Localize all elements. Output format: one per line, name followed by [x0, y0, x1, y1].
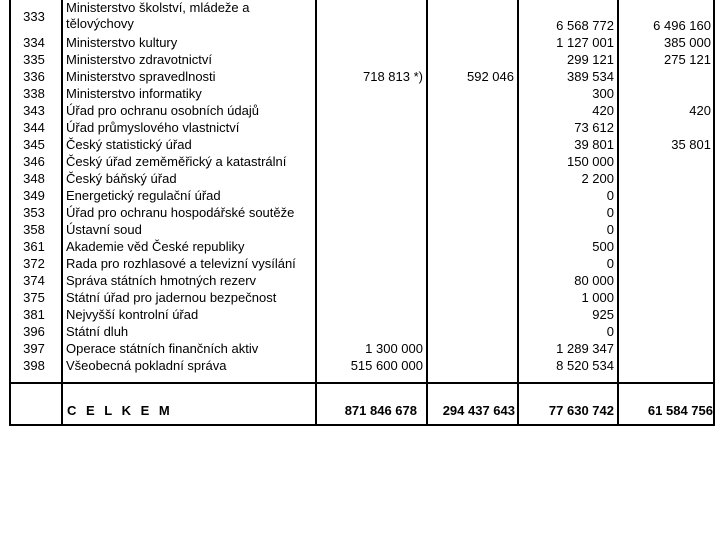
row-value-3: 80 000 — [574, 273, 614, 288]
row-value-3: 0 — [606, 256, 614, 271]
table-row — [9, 323, 715, 340]
row-name: Energetický regulační úřad — [66, 188, 221, 203]
row-value-4: 275 121 — [664, 52, 711, 67]
row-name: Operace státních finančních aktiv — [66, 341, 259, 356]
row-name: Ústavní soud — [66, 222, 142, 237]
row-code: 345 — [23, 137, 45, 152]
row-code: 343 — [23, 103, 45, 118]
row-name: Ministerstvo informatiky — [66, 86, 202, 101]
row-name: Státní dluh — [66, 324, 129, 339]
row-code: 398 — [23, 358, 45, 373]
row-value-3: 299 121 — [567, 52, 614, 67]
total-value-3: 77 630 742 — [548, 403, 614, 418]
row-name: Nejvyšší kontrolní úřad — [66, 307, 199, 322]
row-name: Úřad pro ochranu osobních údajů — [66, 103, 259, 118]
row-value-3: 1 000 — [581, 290, 614, 305]
row-code: 348 — [23, 171, 45, 186]
row-name: Správa státních hmotných rezerv — [66, 273, 257, 288]
row-code: 361 — [23, 239, 45, 254]
row-code: 333 — [23, 9, 45, 24]
row-code: 335 — [23, 52, 45, 67]
table-row — [9, 0, 715, 34]
row-value-3: 420 — [592, 103, 614, 118]
row-value-3: 0 — [606, 205, 614, 220]
table-row — [9, 306, 715, 323]
table-row — [9, 272, 715, 289]
row-code: 372 — [23, 256, 45, 271]
row-value-3: 500 — [592, 239, 614, 254]
row-code: 353 — [23, 205, 45, 220]
total-value-2: 294 437 643 — [442, 403, 515, 418]
row-value-4: 420 — [689, 103, 711, 118]
row-name: Český úřad zeměměřický a katastrální — [66, 154, 287, 169]
row-code: 396 — [23, 324, 45, 339]
table-row — [9, 255, 715, 272]
row-code: 374 — [23, 273, 45, 288]
row-value-3: 1 127 001 — [556, 35, 614, 50]
row-value-3: 0 — [606, 324, 614, 339]
row-value-1: 1 300 000 — [365, 341, 423, 356]
row-code: 358 — [23, 222, 45, 237]
row-code: 344 — [23, 120, 45, 135]
row-name: Ministerstvo zdravotnictví — [66, 52, 212, 67]
table-row — [9, 102, 715, 119]
table-row — [9, 204, 715, 221]
row-name: Všeobecná pokladní správa — [66, 358, 227, 373]
table-row — [9, 289, 715, 306]
table-row — [9, 68, 715, 85]
row-value-4: 35 801 — [671, 137, 711, 152]
budget-table — [9, 0, 715, 426]
row-name: Český statistický úřad — [66, 137, 192, 152]
row-code: 338 — [23, 86, 45, 101]
table-row — [9, 85, 715, 102]
table-row — [9, 119, 715, 136]
row-value-1: 718 813 *) — [363, 69, 423, 84]
row-code: 381 — [23, 307, 45, 322]
row-name: Rada pro rozhlasové a televizní vysílání — [66, 256, 296, 271]
row-value-3: 8 520 534 — [556, 358, 614, 373]
row-value-4: 6 496 160 — [653, 18, 711, 33]
row-name: Ministerstvo spravedlnosti — [66, 69, 216, 84]
row-value-2: 592 046 — [467, 69, 514, 84]
row-value-3: 2 200 — [581, 171, 614, 186]
table-row — [9, 357, 715, 374]
row-name: Český báňský úřad — [66, 171, 177, 186]
row-name: Úřad průmyslového vlastnictví — [66, 120, 240, 135]
table-row — [9, 153, 715, 170]
row-name: Ministerstvo školství, mládeže a tělovýchovy — [66, 0, 250, 31]
row-name: Akademie věd České republiky — [66, 239, 245, 254]
row-code: 349 — [23, 188, 45, 203]
row-value-1: 515 600 000 — [350, 358, 423, 373]
table-row — [9, 340, 715, 357]
total-label: C E L K E M — [67, 403, 173, 418]
row-value-4: 385 000 — [664, 35, 711, 50]
row-value-3: 0 — [606, 222, 614, 237]
row-value-3: 39 801 — [574, 137, 614, 152]
table-row — [9, 170, 715, 187]
row-code: 375 — [23, 290, 45, 305]
row-code: 334 — [23, 35, 45, 50]
row-code: 336 — [23, 69, 45, 84]
table-row — [9, 51, 715, 68]
row-value-3: 300 — [592, 86, 614, 101]
row-name: Úřad pro ochranu hospodářské soutěže — [66, 205, 295, 220]
table-row — [9, 187, 715, 204]
table-row — [9, 34, 715, 51]
row-value-3: 0 — [606, 188, 614, 203]
grid-line — [9, 424, 715, 426]
total-value-1: 871 846 678 — [344, 403, 417, 418]
row-name: Státní úřad pro jadernou bezpečnost — [66, 290, 277, 305]
row-value-3: 389 534 — [567, 69, 614, 84]
table-row — [9, 221, 715, 238]
total-value-4: 61 584 756 — [647, 403, 713, 418]
row-code: 346 — [23, 154, 45, 169]
row-code: 397 — [23, 341, 45, 356]
row-value-3: 6 568 772 — [556, 18, 614, 33]
table-row — [9, 136, 715, 153]
row-value-3: 925 — [592, 307, 614, 322]
row-name: Ministerstvo kultury — [66, 35, 178, 50]
row-value-3: 1 289 347 — [556, 341, 614, 356]
row-value-3: 73 612 — [574, 120, 614, 135]
grid-line — [9, 382, 715, 384]
table-row — [9, 238, 715, 255]
row-value-3: 150 000 — [567, 154, 614, 169]
total-row — [9, 401, 715, 421]
